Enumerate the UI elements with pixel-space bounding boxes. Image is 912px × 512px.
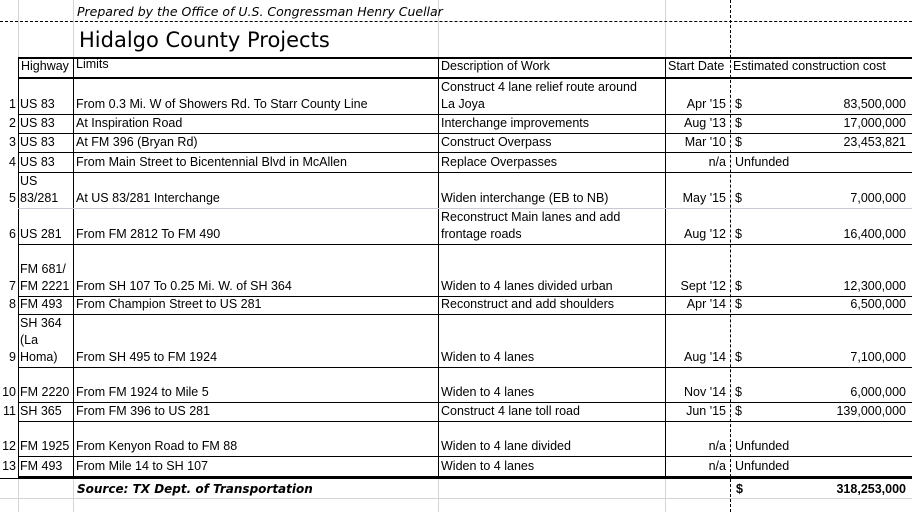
row-number: 4	[9, 155, 16, 169]
row-border	[18, 244, 912, 245]
description: Construct Overpass	[441, 135, 552, 149]
currency-symbol: $	[735, 135, 742, 149]
description: Widen interchange (EB to NB)	[441, 191, 609, 205]
row-border	[18, 367, 912, 368]
estimated-cost: 23,453,821	[843, 135, 906, 149]
start-date: Jun '15	[686, 404, 726, 418]
funding-status: Unfunded	[735, 155, 790, 169]
currency-symbol: $	[735, 191, 742, 205]
currency-symbol: $	[735, 227, 742, 241]
row-number: 9	[9, 350, 16, 364]
estimated-cost: 139,000,000	[836, 404, 906, 418]
currency-symbol: $	[735, 385, 742, 399]
row-border	[18, 421, 912, 422]
limits: From SH 495 to FM 1924	[76, 350, 218, 364]
page-break-horizontal	[0, 21, 912, 22]
row-border	[18, 314, 912, 315]
currency-symbol: $	[735, 279, 742, 293]
start-date: Aug '12	[683, 227, 726, 241]
source-note: Source: TX Dept. of Transportation	[77, 482, 313, 496]
currency-symbol: $	[735, 404, 742, 418]
estimated-cost: 7,100,000	[850, 350, 906, 364]
highway: SH 365	[20, 404, 62, 418]
start-date: n/a	[708, 155, 726, 169]
highway: FM 493	[20, 459, 63, 473]
currency-symbol: $	[735, 116, 742, 130]
description: Reconstruct and add shoulders	[441, 297, 615, 311]
estimated-cost: 6,000,000	[850, 385, 906, 399]
start-date: May '15	[682, 191, 726, 205]
currency-symbol: $	[735, 97, 742, 111]
column-header-start-date: Start Date	[668, 59, 725, 73]
description: Widen to 4 lane divided	[441, 439, 571, 453]
row-number: 13	[2, 459, 16, 473]
limits: From FM 396 to US 281	[76, 404, 211, 418]
row-border	[18, 172, 912, 173]
total-currency: $	[736, 482, 743, 496]
limits: From Mile 14 to SH 107	[76, 459, 208, 473]
row-number: 8	[9, 297, 16, 311]
prepared-by-note: Prepared by the Office of U.S. Congressman Henry Cuellar	[77, 4, 443, 19]
highway: 83/281	[20, 191, 59, 205]
row-number: 6	[9, 227, 16, 241]
column-border	[73, 57, 74, 476]
start-date: Aug '13	[683, 116, 726, 130]
estimated-cost: 6,500,000	[850, 297, 906, 311]
description: Widen to 4 lanes	[441, 385, 535, 399]
column-header-cost: Estimated construction cost	[733, 59, 886, 73]
limits: From SH 107 To 0.25 Mi. W. of SH 364	[76, 279, 292, 293]
highway: US 281	[20, 227, 62, 241]
column-header-highway: Highway	[21, 59, 69, 73]
description: Construct 4 lane relief route around	[441, 80, 637, 94]
limits: From FM 1924 to Mile 5	[76, 385, 209, 399]
limits: From 0.3 Mi. W of Showers Rd. To Starr County Line	[76, 97, 368, 111]
description: La Joya	[441, 97, 485, 111]
start-date: n/a	[708, 459, 726, 473]
funding-status: Unfunded	[735, 459, 790, 473]
highway: US 83	[20, 97, 55, 111]
highway: US 83	[20, 155, 55, 169]
description: Widen to 4 lanes	[441, 459, 535, 473]
grid-line	[0, 498, 912, 499]
start-date: n/a	[708, 439, 726, 453]
highway: FM 493	[20, 297, 63, 311]
highway: FM 2221	[20, 279, 70, 293]
estimated-cost: 12,300,000	[843, 279, 906, 293]
row-border	[18, 456, 912, 457]
limits: At US 83/281 Interchange	[76, 191, 220, 205]
highway: US 83	[20, 135, 55, 149]
description: Replace Overpasses	[441, 155, 558, 169]
column-border	[18, 57, 19, 476]
page-title: Hidalgo County Projects	[79, 28, 330, 52]
start-date: Mar '10	[684, 135, 726, 149]
limits: From FM 2812 To FM 490	[76, 227, 221, 241]
highway: US 83	[20, 116, 55, 130]
estimated-cost: 16,400,000	[843, 227, 906, 241]
estimated-cost: 17,000,000	[843, 116, 906, 130]
funding-status: Unfunded	[735, 439, 790, 453]
row-number: 2	[9, 116, 16, 130]
total-cost: 318,253,000	[836, 482, 906, 496]
description: Interchange improvements	[441, 116, 589, 130]
row-number: 11	[3, 404, 16, 418]
limits: From Champion Street to US 281	[76, 297, 262, 311]
highway: (La	[20, 333, 39, 347]
row-number: 7	[9, 279, 16, 293]
start-date: Apr '14	[686, 297, 726, 311]
description: frontage roads	[441, 227, 522, 241]
highway: SH 364	[20, 316, 62, 330]
start-date: Aug '14	[683, 350, 726, 364]
start-date: Sept '12	[680, 279, 726, 293]
limits: From Main Street to Bicentennial Blvd in McAllen	[76, 155, 347, 169]
limits: At Inspiration Road	[76, 116, 183, 130]
row-number: 12	[2, 439, 16, 453]
highway: FM 681/	[20, 262, 66, 276]
start-date: Apr '15	[686, 97, 726, 111]
row-number: 3	[9, 135, 16, 149]
estimated-cost: 83,500,000	[843, 97, 906, 111]
row-border	[18, 152, 912, 153]
description: Reconstruct Main lanes and add	[441, 210, 621, 224]
highway: US	[20, 174, 38, 188]
highway: FM 2220	[20, 385, 70, 399]
column-border	[438, 57, 439, 476]
table-bottom-border	[0, 478, 912, 479]
column-header-limits: Limits	[76, 57, 109, 71]
limits: At FM 396 (Bryan Rd)	[76, 135, 198, 149]
description: Widen to 4 lanes divided urban	[441, 279, 613, 293]
estimated-cost: 7,000,000	[850, 191, 906, 205]
highway: FM 1925	[20, 439, 70, 453]
row-number: 5	[9, 191, 16, 205]
currency-symbol: $	[735, 297, 742, 311]
highway: Homa)	[20, 350, 58, 364]
description: Widen to 4 lanes	[441, 350, 535, 364]
column-header-description: Description of Work	[441, 59, 550, 73]
limits: From Kenyon Road to FM 88	[76, 439, 238, 453]
currency-symbol: $	[735, 350, 742, 364]
start-date: Nov '14	[684, 385, 726, 399]
row-number: 10	[2, 385, 16, 399]
description: Construct 4 lane toll road	[441, 404, 580, 418]
row-number: 1	[9, 97, 16, 111]
